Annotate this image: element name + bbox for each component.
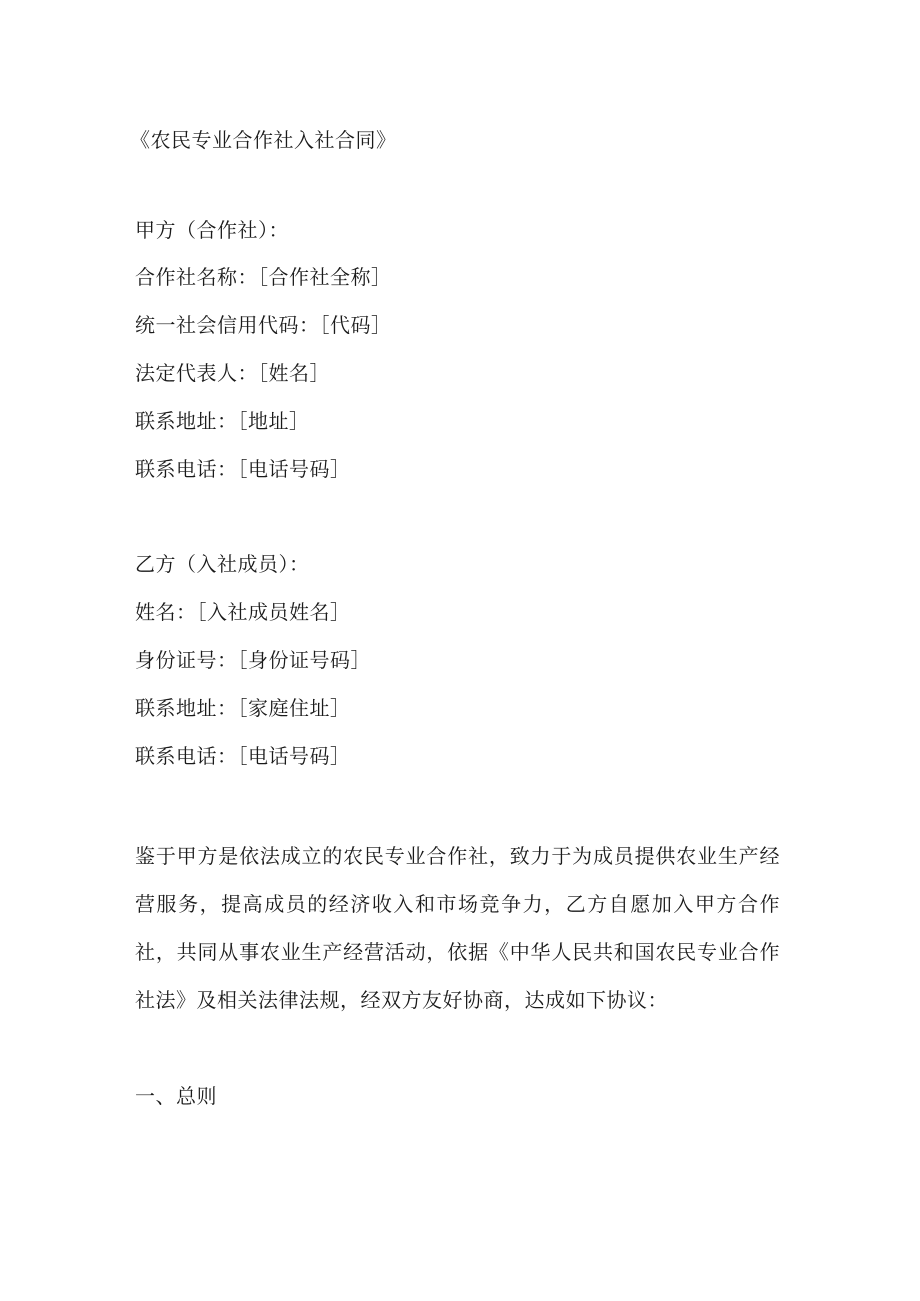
party-a-phone: 联系电话：［电话号码］ (135, 457, 351, 481)
party-b-phone: 联系电话：［电话号码］ (135, 744, 351, 768)
party-b-address: 联系地址：［家庭住址］ (135, 696, 351, 720)
party-b-heading: 乙方（入社成员）： (135, 552, 310, 576)
document-title: 《农民专业合作社入社合同》 (130, 128, 397, 152)
party-a-address: 联系地址：［地址］ (135, 409, 310, 433)
party-a-heading: 甲方（合作社）： (135, 218, 289, 242)
party-a-credit-code: 统一社会信用代码：［代码］ (135, 313, 392, 337)
party-b-id: 身份证号：［身份证号码］ (135, 648, 371, 672)
party-b-name: 姓名：［入社成员姓名］ (135, 600, 351, 624)
preamble-paragraph: 鉴于甲方是依法成立的农民专业合作社，致力于为成员提供农业生产经营服务，提高成员的经济收入和市场竞争力，乙方自愿加入甲方合作社，共同从事农业生产经营活动，依据《中华人民共和国农民专业合作社法》及相关法律法规，经双方友好协商，达成如下协议： (135, 844, 780, 1012)
party-a-name: 合作社名称：［合作社全称］ (135, 265, 392, 289)
section-heading-general: 一、总则 (135, 1084, 217, 1108)
party-a-legal-rep: 法定代表人：［姓名］ (135, 361, 330, 385)
